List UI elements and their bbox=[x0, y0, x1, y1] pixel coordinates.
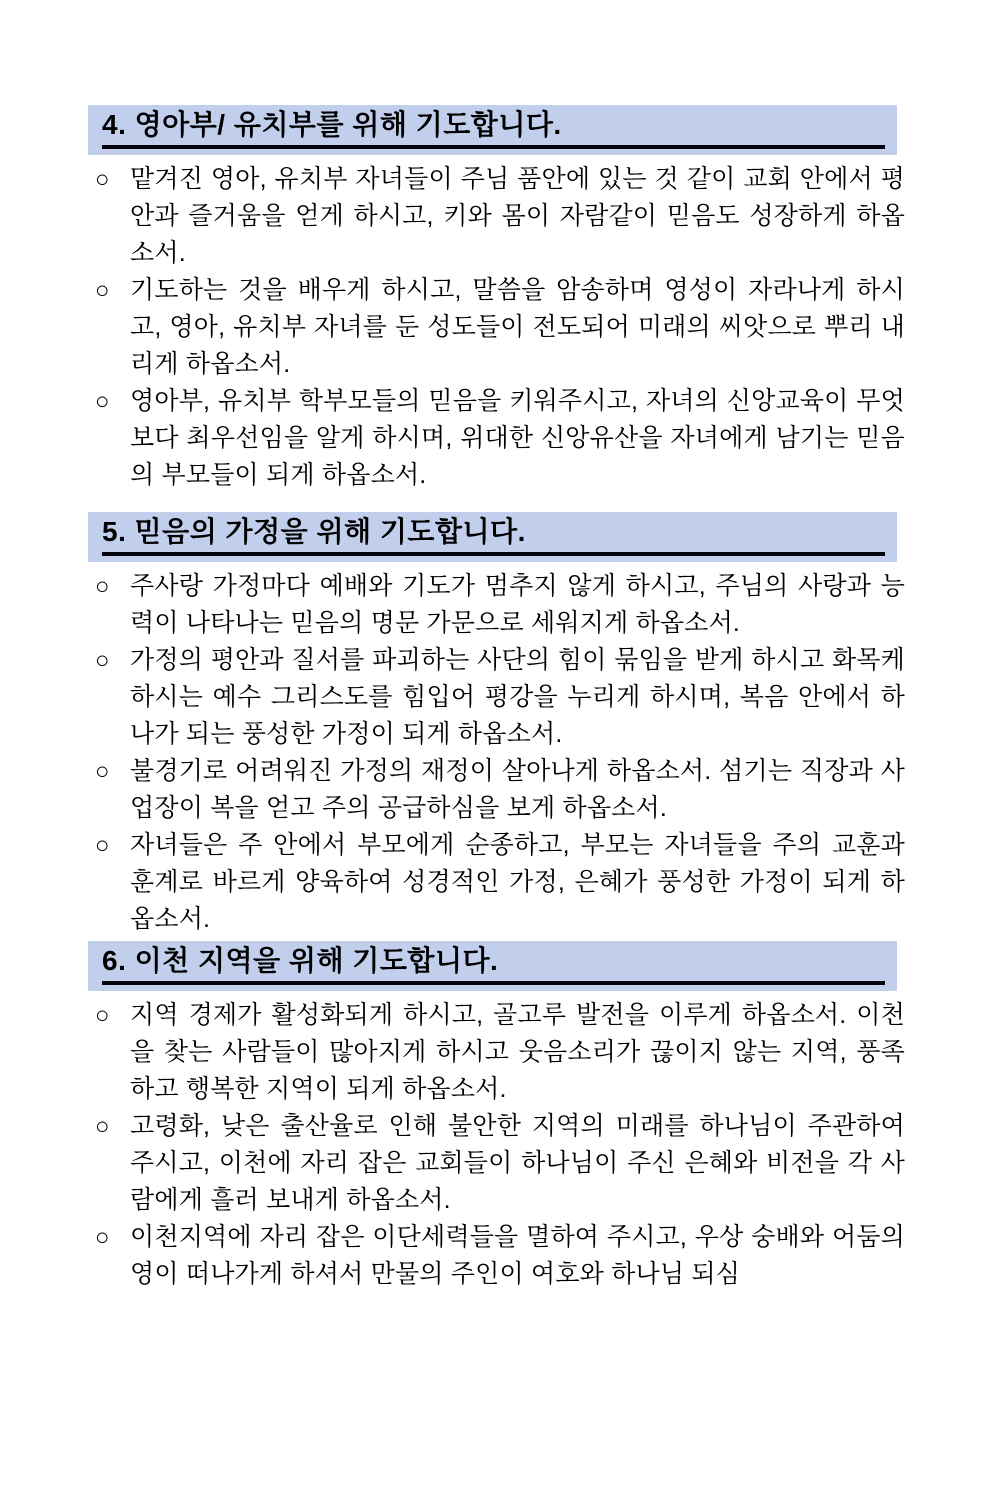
prayer-list-5 bbox=[88, 568, 905, 938]
bullet-circle-icon: ○ bbox=[95, 1113, 110, 1140]
bullet-circle-icon: ○ bbox=[95, 573, 110, 600]
prayer-item-text: 영아부, 유치부 학부모들의 믿음을 키워주시고, 자녀의 신앙교육이 무엇보다 최우선임을 알게 하시며, 위대한 신앙유산을 자녀에게 남기는 믿음의 부모들이 되게 하옵소서. bbox=[130, 387, 905, 489]
prayer-section-6 bbox=[88, 941, 905, 1293]
bullet-circle-icon: ○ bbox=[95, 832, 110, 859]
section-header-4 bbox=[88, 105, 897, 155]
prayer-item-text: 기도하는 것을 배우게 하시고, 말씀을 암송하며 영성이 자라나게 하시고, 영아, 유치부 자녀를 둔 성도들이 전도되어 미래의 씨앗으로 뿌리 내리게 하옵소서. bbox=[130, 276, 905, 378]
section-title-6: 6. 이천 지역을 위해 기도합니다. bbox=[102, 944, 885, 985]
prayer-item bbox=[88, 997, 905, 1108]
prayer-item bbox=[88, 1219, 905, 1293]
section-header-5 bbox=[88, 512, 897, 562]
prayer-item bbox=[88, 642, 905, 753]
prayer-item-text: 고령화, 낮은 출산율로 인해 불안한 지역의 미래를 하나님이 주관하여 주시고, 이천에 자리 잡은 교회들이 하나님이 주신 은혜와 비전을 각 사람에게 흘러 보내게 하옵소서. bbox=[130, 1112, 905, 1214]
prayer-section-5 bbox=[88, 512, 905, 938]
prayer-item-text: 지역 경제가 활성화되게 하시고, 골고루 발전을 이루게 하옵소서. 이천을 찾는 사람들이 많아지게 하시고 웃음소리가 끊이지 않는 지역, 풍족하고 행복한 지역이 되게 하옵소서. bbox=[130, 1001, 905, 1103]
bullet-circle-icon: ○ bbox=[95, 1002, 110, 1029]
prayer-item bbox=[88, 1108, 905, 1219]
prayer-item bbox=[88, 568, 905, 642]
prayer-item-text: 주사랑 가정마다 예배와 기도가 멈추지 않게 하시고, 주님의 사랑과 능력이 나타나는 믿음의 명문 가문으로 세워지게 하옵소서. bbox=[130, 572, 905, 637]
prayer-item bbox=[88, 753, 905, 827]
prayer-item-text: 맡겨진 영아, 유치부 자녀들이 주님 품안에 있는 것 같이 교회 안에서 평안과 즐거움을 얻게 하시고, 키와 몸이 자람같이 믿음도 성장하게 하옵소서. bbox=[130, 165, 905, 267]
bullet-circle-icon: ○ bbox=[95, 758, 110, 785]
bullet-circle-icon: ○ bbox=[95, 388, 110, 415]
prayer-item-text: 가정의 평안과 질서를 파괴하는 사단의 힘이 묶임을 받게 하시고 화목케 하시는 예수 그리스도를 힘입어 평강을 누리게 하시며, 복음 안에서 하나가 되는 풍성한 가정이 되게 하옵소서. bbox=[130, 646, 905, 748]
prayer-item-text: 자녀들은 주 안에서 부모에게 순종하고, 부모는 자녀들을 주의 교훈과 훈계로 바르게 양육하여 성경적인 가정, 은혜가 풍성한 가정이 되게 하옵소서. bbox=[130, 831, 905, 933]
prayer-item-text: 불경기로 어려워진 가정의 재정이 살아나게 하옵소서. 섬기는 직장과 사업장이 복을 얻고 주의 공급하심을 보게 하옵소서. bbox=[130, 757, 905, 822]
section-title-4: 4. 영아부/ 유치부를 위해 기도합니다. bbox=[102, 108, 885, 149]
prayer-list-6 bbox=[88, 997, 905, 1293]
prayer-list-4 bbox=[88, 161, 905, 494]
document-page bbox=[88, 105, 905, 1293]
bullet-circle-icon: ○ bbox=[95, 1224, 110, 1251]
section-header-6 bbox=[88, 941, 897, 991]
bullet-circle-icon: ○ bbox=[95, 277, 110, 304]
bullet-circle-icon: ○ bbox=[95, 647, 110, 674]
prayer-item bbox=[88, 272, 905, 383]
prayer-section-4 bbox=[88, 105, 905, 494]
prayer-item bbox=[88, 827, 905, 938]
bullet-circle-icon: ○ bbox=[95, 166, 110, 193]
prayer-item bbox=[88, 161, 905, 272]
prayer-item bbox=[88, 383, 905, 494]
prayer-item-text: 이천지역에 자리 잡은 이단세력들을 멸하여 주시고, 우상 숭배와 어둠의 영이 떠나가게 하셔서 만물의 주인이 여호와 하나님 되심 bbox=[130, 1223, 905, 1288]
section-title-5: 5. 믿음의 가정을 위해 기도합니다. bbox=[102, 515, 885, 556]
